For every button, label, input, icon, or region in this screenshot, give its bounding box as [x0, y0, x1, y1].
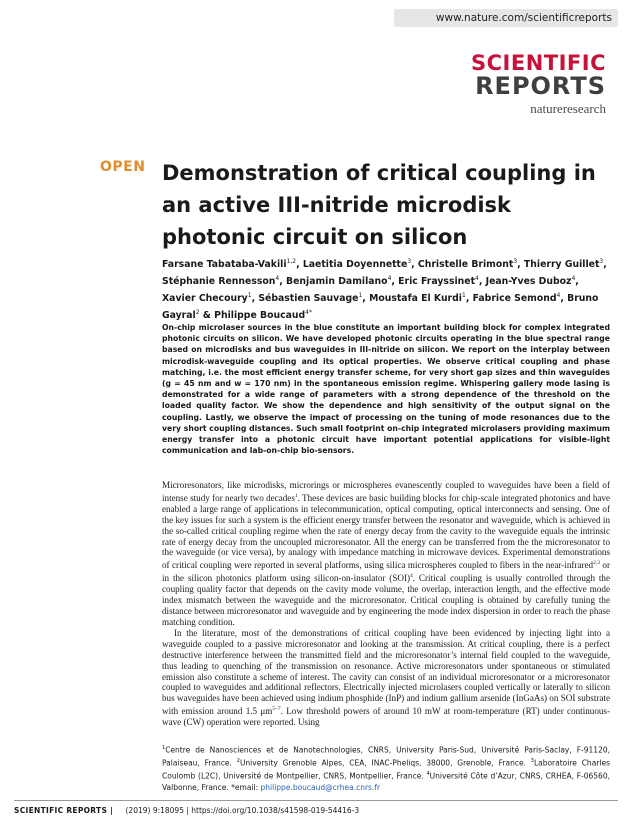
body-text: [162, 480, 610, 728]
page-footer: [14, 806, 359, 815]
body-paragraph-2: In the literature, most of the demonstrations of critical coupling have been evidenced by injecting light into a waveguide coupled to a passive microresonator and looking at the transmission. At critical coupling, there is a perfect destructive interference between the transmitted field and the microresonator’s internal field coupled to the waveguide, thus leading to quenching of the transmission on resonance. Active microresonators under spontaneous or stimulated emission also constitute a scheme of interest. The cavity can consist of an individual microresonator or a microresonator coupled to waveguides and additional reflectors. Electrically injected microlasers coupled vertically or laterally to silicon bus waveguides have been achieved using indium phosphide (InP) and indium gallium arsenide (InGaAs) on SOI substrate with emission around 1.5 $\mu m^{5-7}$. Low threshold powers of around 10 mW at room-temperature (RT) under continuous-wave (CW) operation were reported. Using: [162, 627, 610, 728]
scientific-reports-logo[interactable]: [471, 52, 606, 116]
logo-scientific: SCIENTIFIC: [471, 51, 606, 75]
logo-reports: REPORTS: [475, 72, 606, 100]
journal-url[interactable]: www.nature.com/scientificreports: [394, 9, 618, 27]
body-paragraph-1: Microresonators, like microdisks, microrings or microspheres evanescently coupled to waveguides have been a field of intense study for nearly two decades$^1$. These devices are basic building blocks for chip-scale integrated photonics and have enabled a large range of applications in telecommunication, optical computing, optical interconnects and sensing. One of the key issues for such a system is the efficient energy transfer between the resonator and waveguide, which is achieved in the so-called critical coupling regime when the rate of energy decay from the cavity to the waveguide equals the intrinsic rate of energy decay from the uncoupled microresonator. All the energy can be transferred from the the microresonator to the waveguide (or vice versa), by analogy with impedance matching in microwave devices. Experimental demonstrations of critical coupling were reported in several platforms, using silica microspheres coupled to fibers in the near-infrared$^{2,3}$ or in the silicon photonics platform using silicon-on-insulator (SOI)$^4$. Critical coupling is usually controlled through the coupling quality factor that depends on the cavity mode volume, the overlap, interaction length, and the effective mode index mismatch between the waveguide and the microresonator. Critical coupling is obtained by carefully tuning the distance between microresonator and waveguide and by engineering the mode index dispersion in order to reach the phase matching condition.: [162, 480, 610, 627]
open-access-badge: OPEN: [100, 159, 146, 175]
footer-divider: [14, 800, 618, 801]
author-list: Farsane Tabataba-Vakili$^{1,2}$, Laetitia Doyennette$^3$, Christelle Brimont$^3$, Thierry Guillet$^3$, Stéphanie Rennesson$^4$, Benjamin Damilano$^4$, Eric Frayssinet$^4$, Jean-Yves Duboz$^4$, Xavier Checoury$^1$, Sébastien Sauvage$^1$, Moustafa El Kurdi$^1$, Fabrice Semond$^4$, Bruno Gayral$^2$ & Philippe Boucaud$^{4*}$: [162, 258, 607, 322]
footer-journal: SCIENTIFIC REPORTS |: [14, 806, 114, 815]
article-title: Demonstration of critical coupling in an active III-nitride microdisk photonic circuit on silicon: [162, 161, 596, 249]
logo-natureresearch: natureresearch: [530, 101, 606, 116]
footer-citation[interactable]: (2019) 9:18095 | https://doi.org/10.1038/s41598-019-54416-3: [125, 806, 360, 815]
affiliations: $^1$Centre de Nanosciences et de Nanotechnologies, CNRS, University Paris-Sud, Université Paris-Saclay, F-91120, Palaiseau, France. $^2$University Grenoble Alpes, CEA, INAC-Pheliqs, 38000, Grenoble, France. $^3$Laboratoire Charles Coulomb (L2C), Université de Montpellier, CNRS, Montpellier, France. $^4$Université Côte d’Azur, CNRS, CRHEA, F-06560, Valbonne, France. *email: philippe.boucaud@crhea.cnrs.fr: [162, 745, 610, 792]
abstract: On-chip microlaser sources in the blue constitute an important building block for complex integrated photonic circuits on silicon. We have developed photonic circuits operating in the blue spectral range based on microdisks and bus waveguides in III-nitride on silicon. We report on the interplay between microdisk-waveguide coupling and its optical properties. We observe critical coupling and phase matching, i.e. the most efficient energy transfer scheme, for very short gap sizes and thin waveguides (g = 45 nm and w = 170 nm) in the spontaneous emission regime. Whispering gallery mode lasing is demonstrated for a wide range of parameters with a strong dependence of the threshold on the loaded quality factor. We show the dependence and high sensitivity of the output signal on the coupling. Lastly, we observe the impact of processing on the tuning of mode resonances due to the very short coupling distances. Such small footprint on-chip integrated microlasers providing maximum energy transfer into a photonic circuit have important potential applications for visible-light communication and lab-on-chip bio-sensors.: [162, 323, 610, 456]
